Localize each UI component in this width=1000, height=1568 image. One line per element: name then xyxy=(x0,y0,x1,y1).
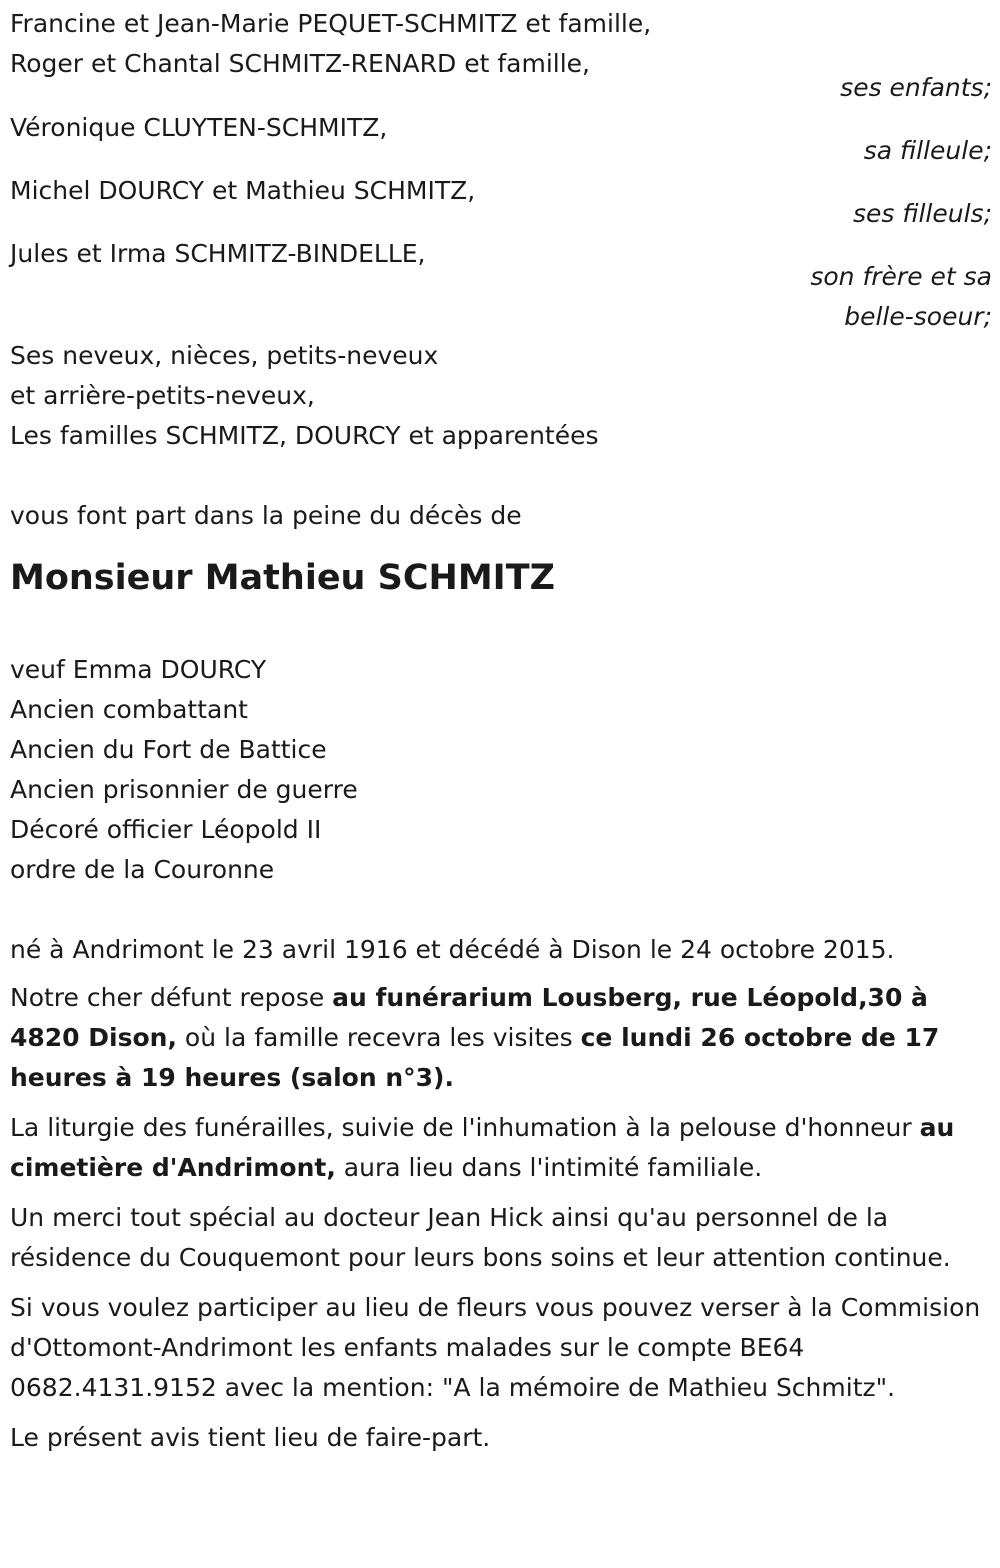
godsons-block xyxy=(10,171,992,234)
others-line-3: Les familles SCHMITZ, DOURCY et apparentées xyxy=(10,421,599,450)
closing-line: Le présent avis tient lieu de faire-part. xyxy=(10,1423,491,1452)
others-line-1: Ses neveux, nièces, petits-neveux xyxy=(10,341,439,370)
children-line-2: Roger et Chantal SCHMITZ-RENARD et famille, xyxy=(10,49,590,78)
children-block xyxy=(10,4,992,108)
donation-paragraph: Si vous voulez participer au lieu de fleurs vous pouvez verser à la Commision d'Ottomont-Andrimont les enfants malades sur le compte BE64 0682.4131.9152 avec la mention: "A la mémoire de Mathieu Schmitz". xyxy=(10,1293,981,1402)
visitation-text-c: où la famille recevra les visites xyxy=(176,1023,581,1052)
detail-line: Décoré officier Léopold II xyxy=(10,815,322,844)
others-line-2: et arrière-petits-neveux, xyxy=(10,381,315,410)
brother-role-1: son frère et sa xyxy=(810,262,992,291)
godsons-line: Michel DOURCY et Mathieu SCHMITZ, xyxy=(10,176,476,205)
brother-role-2: belle-soeur; xyxy=(844,302,992,331)
deceased-details xyxy=(10,650,992,930)
children-role: ses enfants; xyxy=(840,73,992,102)
deceased-name: Monsieur Mathieu SCHMITZ xyxy=(10,558,555,598)
goddaughter-block xyxy=(10,108,992,171)
visitation-time: ce lundi 26 octobre de 17 heures à 19 heures (salon n°3). xyxy=(10,1023,940,1092)
cemetery-name: au cimetière d'Andrimont, xyxy=(10,1113,955,1182)
godsons-role: ses filleuls; xyxy=(852,199,992,228)
visitation-text-a: Notre cher défunt repose xyxy=(10,983,333,1012)
detail-line: veuf Emma DOURCY xyxy=(10,655,267,684)
birth-death: né à Andrimont le 23 avril 1916 et décédé à Dison le 24 octobre 2015. xyxy=(10,935,895,964)
children-line-1: Francine et Jean-Marie PEQUET-SCHMITZ et famille, xyxy=(10,9,652,38)
detail-line: Ancien du Fort de Battice xyxy=(10,735,327,764)
goddaughter-line: Véronique CLUYTEN-SCHMITZ, xyxy=(10,113,388,142)
funeral-text-a: La liturgie des funérailles, suivie de l'inhumation à la pelouse d'honneur xyxy=(10,1113,920,1142)
goddaughter-role: sa filleule; xyxy=(863,136,992,165)
visitation-paragraph xyxy=(10,978,992,1098)
others-block xyxy=(10,336,992,496)
brother-block xyxy=(10,234,992,336)
funeral-paragraph xyxy=(10,1108,992,1188)
funeral-home-address: au funérarium Lousberg, rue Léopold,30 à 4820 Dison, xyxy=(10,983,928,1052)
detail-line: ordre de la Couronne xyxy=(10,855,275,884)
announcement: vous font part dans la peine du décès de xyxy=(10,501,522,530)
detail-line: Ancien combattant xyxy=(10,695,248,724)
thanks-paragraph: Un merci tout spécial au docteur Jean Hick ainsi qu'au personnel de la résidence du Couquemont pour leurs bons soins et leur attention continue. xyxy=(10,1203,951,1272)
funeral-text-c: aura lieu dans l'intimité familiale. xyxy=(335,1153,763,1182)
brother-line: Jules et Irma SCHMITZ-BINDELLE, xyxy=(10,239,426,268)
detail-line: Ancien prisonnier de guerre xyxy=(10,775,358,804)
obituary-notice xyxy=(10,4,992,1458)
